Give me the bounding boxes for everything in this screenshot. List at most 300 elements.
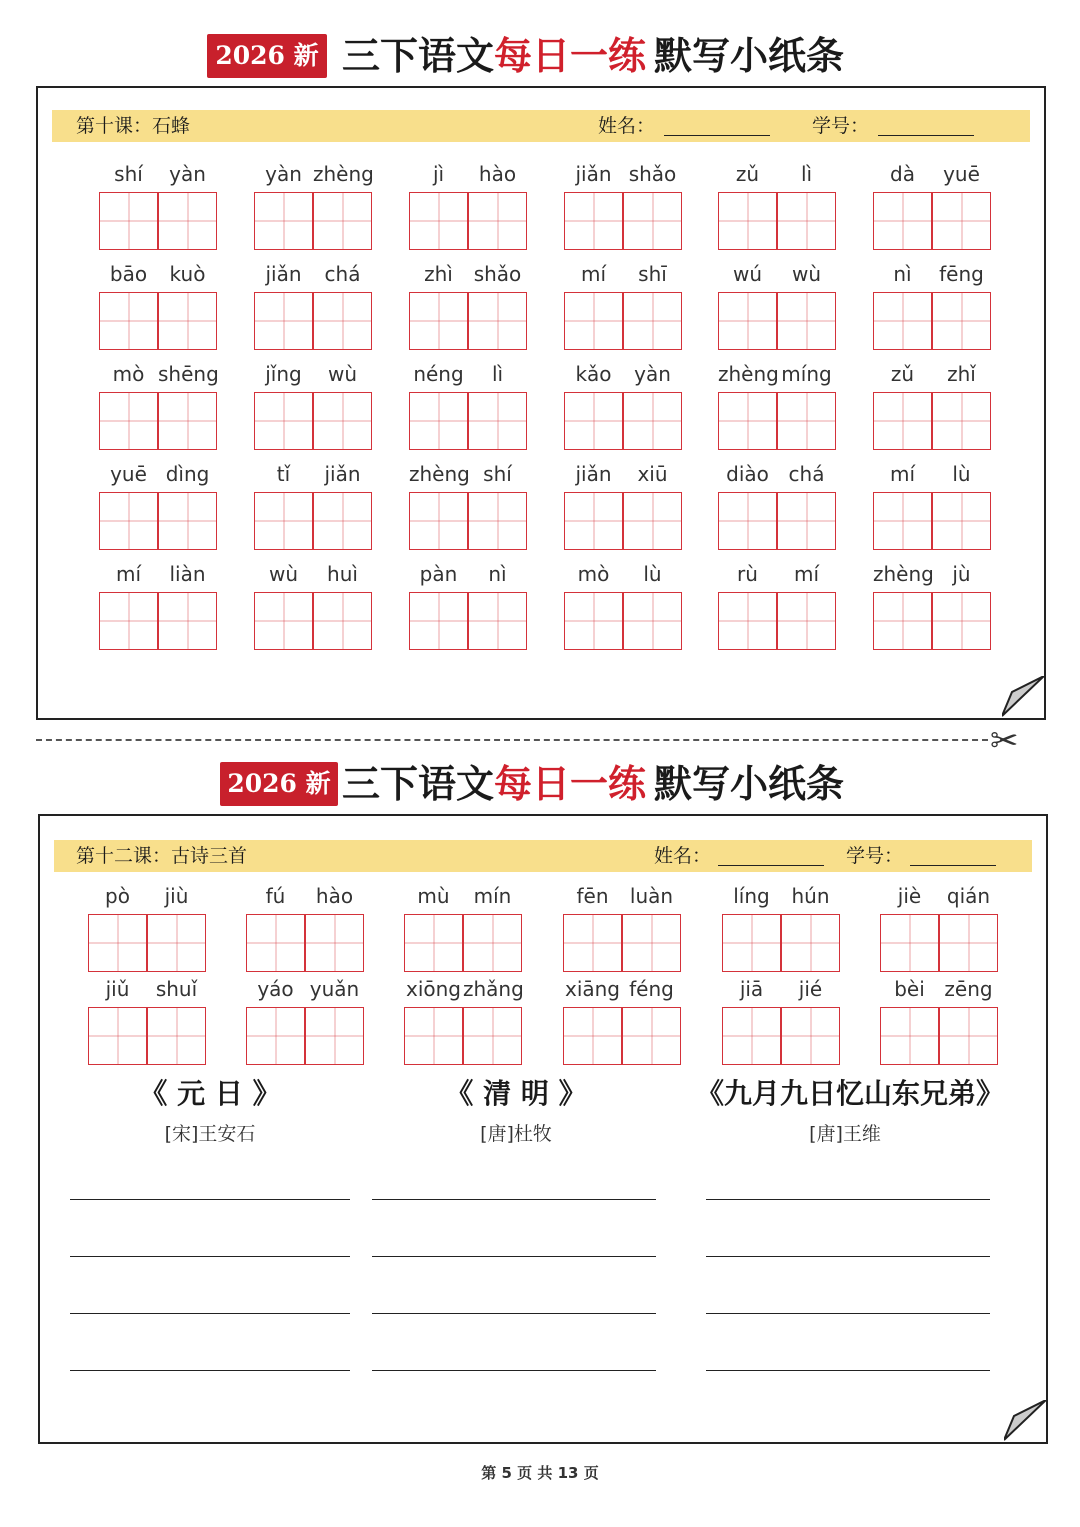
pinyin-pair [88,977,206,1067]
tianzige-boxes [254,392,372,450]
pinyin-pair [718,162,836,252]
pinyin-syllable: mò [112,362,145,386]
poem-title: 《九月九日忆山东兄弟》 [695,1077,1004,1110]
writing-cell[interactable] [254,192,313,250]
pinyin-syllable: pàn [419,562,458,586]
writing-cell[interactable] [99,592,158,650]
writing-cell[interactable] [158,392,217,450]
writing-cell[interactable] [246,914,305,972]
pinyin-syllable: nì [488,562,507,586]
pinyin-syllable: dìng [165,462,210,486]
lesson-title: 第十二课：古诗三首 [76,845,248,867]
writing-line[interactable] [70,1199,350,1200]
tianzige-boxes [722,914,840,972]
writing-cell[interactable] [623,192,682,250]
writing-cell[interactable] [409,392,468,450]
pinyin-syllable: shī [638,262,667,286]
writing-cell[interactable] [932,392,991,450]
tianzige-boxes [409,192,527,250]
writing-cell[interactable] [254,592,313,650]
writing-line[interactable] [70,1256,350,1257]
writing-cell[interactable] [409,292,468,350]
pinyin-pair [409,462,527,552]
writing-cell[interactable] [468,592,527,650]
writing-line[interactable] [70,1370,350,1371]
writing-cell[interactable] [873,292,932,350]
writing-cell[interactable] [313,192,372,250]
writing-cell[interactable] [718,592,777,650]
pinyin-syllable: mù [417,884,450,908]
writing-cell[interactable] [147,1007,206,1065]
scissors-icon: ✂ [990,721,1019,761]
writing-cell[interactable] [939,914,998,972]
pinyin-pair [99,462,217,552]
id-label: 学号： [812,115,870,137]
pinyin-syllable: liàn [169,562,206,586]
sheet1-card [36,86,1046,720]
pinyin-syllable: fēng [939,262,984,286]
writing-cell[interactable] [564,192,623,250]
pinyin-syllable: fú [265,884,286,908]
pinyin-syllable: nì [893,262,912,286]
writing-cell[interactable] [623,492,682,550]
pinyin-syllable: lù [643,562,662,586]
pinyin-pair [99,562,217,652]
pinyin-syllable: zǔ [735,162,760,186]
writing-cell[interactable] [313,392,372,450]
id-field[interactable] [878,135,974,136]
pinyin-pair [246,977,364,1067]
pinyin-pair [718,262,836,352]
pinyin-syllable: xiāng [564,977,621,1001]
writing-cell[interactable] [722,1007,781,1065]
writing-cell[interactable] [313,592,372,650]
writing-cell[interactable] [468,192,527,250]
writing-line[interactable] [706,1370,990,1371]
pinyin-syllable: hún [791,884,830,908]
pinyin-pair [254,562,372,652]
pinyin-syllable: kuò [169,262,206,286]
poem-title: 《 清 明 》 [445,1077,587,1110]
title-part-2: 每日一练 [494,33,647,78]
pinyin-syllable: lì [491,362,504,386]
sheet2-card [38,814,1048,1444]
sheet2-heading [0,756,1080,812]
page-curl-icon [1004,1400,1046,1442]
pinyin-pair [563,977,681,1067]
pinyin-syllable: jì [432,162,445,186]
writing-cell[interactable] [88,914,147,972]
pinyin-pair [88,884,206,974]
writing-cell[interactable] [305,914,364,972]
writing-cell[interactable] [932,592,991,650]
writing-cell[interactable] [939,1007,998,1065]
pinyin-syllable: jiā [739,977,764,1001]
id-field[interactable] [910,865,996,866]
tianzige-boxes [880,914,998,972]
pinyin-syllable: fēn [576,884,609,908]
tianzige-boxes [404,1007,522,1065]
tianzige-boxes [718,292,836,350]
pinyin-pair [99,362,217,452]
pinyin-pair [246,884,364,974]
pinyin-pair [880,977,998,1067]
pinyin-syllable: zhèng [873,562,934,586]
writing-cell[interactable] [932,292,991,350]
info-band [54,840,1032,872]
pinyin-pair [564,462,682,552]
pinyin-syllable: zhì [424,262,453,286]
tianzige-boxes [404,914,522,972]
lesson-title: 第十课：石蜂 [76,115,191,137]
tianzige-boxes [99,292,217,350]
tianzige-boxes [246,914,364,972]
pinyin-pair [404,884,522,974]
pinyin-syllable: wù [268,562,299,586]
pinyin-syllable: tǐ [276,462,291,486]
pinyin-syllable: yuē [110,462,147,486]
writing-cell[interactable] [99,492,158,550]
title-part-3: 默写小纸条 [654,33,845,78]
tianzige-boxes [718,592,836,650]
writing-line[interactable] [706,1199,990,1200]
writing-line[interactable] [372,1370,656,1371]
tianzige-boxes [564,392,682,450]
pinyin-syllable: lù [952,462,971,486]
writing-cell[interactable] [777,392,836,450]
tianzige-boxes [99,492,217,550]
pinyin-pair [880,884,998,974]
writing-cell[interactable] [409,592,468,650]
pinyin-syllable: bāo [109,262,148,286]
writing-cell[interactable] [99,192,158,250]
writing-line[interactable] [372,1313,656,1314]
tianzige-boxes [99,392,217,450]
writing-cell[interactable] [781,914,840,972]
pinyin-pair [99,262,217,352]
pinyin-syllable: mí [793,562,820,586]
pinyin-syllable: yàn [169,162,206,186]
writing-cell[interactable] [623,592,682,650]
cut-line [36,739,988,741]
writing-cell[interactable] [147,914,206,972]
writing-cell[interactable] [777,592,836,650]
tianzige-boxes [880,1007,998,1065]
writing-cell[interactable] [777,292,836,350]
name-label: 姓名： [654,845,712,867]
pinyin-pair [254,162,372,252]
pinyin-syllable: jiè [897,884,922,908]
pinyin-syllable: néng [413,362,464,386]
pinyin-syllable: yàn [634,362,671,386]
writing-cell[interactable] [932,192,991,250]
title-part-1: 三下语文 [342,33,495,78]
writing-line[interactable] [372,1256,656,1257]
tianzige-boxes [246,1007,364,1065]
writing-cell[interactable] [563,914,622,972]
tianzige-boxes [254,292,372,350]
writing-line[interactable] [706,1313,990,1314]
writing-cell[interactable] [873,592,932,650]
pinyin-syllable: chá [788,462,825,486]
pinyin-syllable: shí [483,462,512,486]
id-label: 学号： [846,845,904,867]
writing-cell[interactable] [404,914,463,972]
pinyin-syllable: shí [114,162,143,186]
title-part-1: 三下语文 [342,761,495,806]
writing-cell[interactable] [468,492,527,550]
writing-cell[interactable] [158,192,217,250]
writing-cell[interactable] [254,392,313,450]
writing-cell[interactable] [722,914,781,972]
tianzige-boxes [564,192,682,250]
sheet-title [342,30,844,82]
writing-cell[interactable] [622,1007,681,1065]
writing-cell[interactable] [873,192,932,250]
writing-cell[interactable] [463,914,522,972]
pinyin-syllable: hào [315,884,354,908]
poem-author: [唐]王维 [809,1123,881,1145]
pinyin-syllable: lì [800,162,813,186]
pinyin-syllable: zǔ [890,362,915,386]
writing-cell[interactable] [246,1007,305,1065]
writing-cell[interactable] [99,292,158,350]
tianzige-boxes [564,592,682,650]
pinyin-pair [718,362,836,452]
writing-cell[interactable] [622,914,681,972]
pinyin-pair [254,362,372,452]
pinyin-pair [722,884,840,974]
info-band [52,110,1030,142]
pinyin-pair [873,262,991,352]
writing-cell[interactable] [409,192,468,250]
pinyin-pair [563,884,681,974]
pinyin-syllable: míng [781,362,832,386]
poem-author: [唐]杜牧 [480,1123,552,1145]
pinyin-syllable: mí [115,562,142,586]
pinyin-syllable: kǎo [575,362,612,386]
writing-cell[interactable] [313,492,372,550]
pinyin-syllable: mín [473,884,512,908]
pinyin-syllable: hào [478,162,517,186]
pinyin-pair [254,462,372,552]
tianzige-boxes [254,492,372,550]
pinyin-syllable: yàn [265,162,302,186]
writing-cell[interactable] [564,292,623,350]
name-field[interactable] [718,865,824,866]
pinyin-syllable: yuē [943,162,980,186]
pinyin-syllable: féng [629,977,674,1001]
pinyin-pair [564,162,682,252]
pinyin-pair [409,162,527,252]
tianzige-boxes [564,492,682,550]
pinyin-syllable: mí [889,462,916,486]
poem-author: [宋]王安石 [164,1123,256,1145]
pinyin-syllable: jiǎn [575,162,612,186]
pinyin-pair [718,462,836,552]
writing-cell[interactable] [781,1007,840,1065]
writing-cell[interactable] [305,1007,364,1065]
tianzige-boxes [409,592,527,650]
writing-line[interactable] [372,1199,656,1200]
tianzige-boxes [88,914,206,972]
pinyin-syllable: jiù [164,884,189,908]
writing-cell[interactable] [468,392,527,450]
pinyin-syllable: jiǎn [265,262,302,286]
writing-cell[interactable] [468,292,527,350]
writing-line[interactable] [70,1313,350,1314]
writing-cell[interactable] [563,1007,622,1065]
writing-cell[interactable] [777,192,836,250]
tianzige-boxes [409,492,527,550]
tianzige-boxes [409,292,527,350]
tianzige-boxes [722,1007,840,1065]
pinyin-syllable: shǎo [628,162,677,186]
sheet1-heading [0,28,1080,84]
tianzige-boxes [88,1007,206,1065]
writing-cell[interactable] [404,1007,463,1065]
tianzige-boxes [563,914,681,972]
pinyin-syllable: luàn [629,884,674,908]
pinyin-syllable: jù [952,562,971,586]
pinyin-pair [722,977,840,1067]
writing-cell[interactable] [88,1007,147,1065]
writing-cell[interactable] [873,392,932,450]
pinyin-pair [564,262,682,352]
writing-cell[interactable] [463,1007,522,1065]
tianzige-boxes [873,492,991,550]
edition-badge: 2026 新 [207,34,327,78]
pinyin-syllable: xiū [637,462,668,486]
pinyin-pair [873,162,991,252]
writing-cell[interactable] [718,392,777,450]
pinyin-syllable: qián [946,884,991,908]
tianzige-boxes [563,1007,681,1065]
pinyin-syllable: zhèng [718,362,779,386]
writing-cell[interactable] [623,392,682,450]
writing-cell[interactable] [313,292,372,350]
pinyin-syllable: jiǎn [575,462,612,486]
pinyin-syllable: chá [324,262,361,286]
tianzige-boxes [564,292,682,350]
pinyin-syllable: wù [327,362,358,386]
tianzige-boxes [254,592,372,650]
tianzige-boxes [718,392,836,450]
pinyin-pair [564,562,682,652]
tianzige-boxes [873,592,991,650]
pinyin-pair [409,562,527,652]
pinyin-syllable: shēng [158,362,219,386]
page-footer: 第 5 页 共 13 页 [481,1464,599,1482]
pinyin-syllable: jǐng [265,362,302,386]
pinyin-pair [409,262,527,352]
page-curl-icon [1002,676,1044,718]
title-part-2: 每日一练 [494,761,647,806]
writing-cell[interactable] [880,1007,939,1065]
pinyin-syllable: mí [580,262,607,286]
pinyin-pair [718,562,836,652]
pinyin-pair [404,977,522,1067]
pinyin-syllable: zhǎng [463,977,524,1001]
tianzige-boxes [718,192,836,250]
tianzige-boxes [254,192,372,250]
tianzige-boxes [99,192,217,250]
writing-cell[interactable] [932,492,991,550]
tianzige-boxes [99,592,217,650]
pinyin-syllable: zhèng [313,162,374,186]
pinyin-pair [409,362,527,452]
tianzige-boxes [873,392,991,450]
pinyin-syllable: bèi [894,977,925,1001]
pinyin-syllable: jiǎn [324,462,361,486]
writing-line[interactable] [706,1256,990,1257]
pinyin-syllable: rù [737,562,758,586]
tianzige-boxes [409,392,527,450]
pinyin-syllable: pò [105,884,130,908]
pinyin-pair [254,262,372,352]
pinyin-pair [873,362,991,452]
pinyin-syllable: yáo [257,977,294,1001]
pinyin-pair [564,362,682,452]
writing-cell[interactable] [158,592,217,650]
pinyin-syllable: wú [732,262,763,286]
pinyin-syllable: yuǎn [309,977,360,1001]
pinyin-syllable: shǎo [473,262,522,286]
title-part-3: 默写小纸条 [654,761,845,806]
pinyin-syllable: zhèng [409,462,470,486]
pinyin-syllable: líng [733,884,770,908]
writing-cell[interactable] [623,292,682,350]
writing-cell[interactable] [718,292,777,350]
writing-cell[interactable] [777,492,836,550]
name-field[interactable] [664,135,770,136]
pinyin-pair [99,162,217,252]
edition-badge: 2026 新 [220,762,338,806]
writing-cell[interactable] [718,492,777,550]
writing-cell[interactable] [99,392,158,450]
name-label: 姓名： [598,115,656,137]
writing-cell[interactable] [564,492,623,550]
tianzige-boxes [873,292,991,350]
pinyin-syllable: wù [791,262,822,286]
tianzige-boxes [718,492,836,550]
writing-cell[interactable] [564,392,623,450]
pinyin-syllable: mò [577,562,610,586]
pinyin-syllable: xiōng [406,977,461,1001]
writing-cell[interactable] [718,192,777,250]
pinyin-syllable: shuǐ [155,977,198,1001]
writing-cell[interactable] [254,292,313,350]
writing-cell[interactable] [254,492,313,550]
pinyin-syllable: jié [798,977,823,1001]
pinyin-syllable: jiǔ [105,977,130,1001]
writing-cell[interactable] [409,492,468,550]
pinyin-syllable: dà [890,162,915,186]
pinyin-pair [873,562,991,652]
pinyin-syllable: diào [726,462,769,486]
writing-cell[interactable] [880,914,939,972]
tianzige-boxes [873,192,991,250]
poem-title: 《 元 日 》 [139,1077,281,1110]
writing-cell[interactable] [158,492,217,550]
pinyin-syllable: huì [327,562,358,586]
writing-cell[interactable] [564,592,623,650]
writing-cell[interactable] [873,492,932,550]
pinyin-pair [873,462,991,552]
pinyin-syllable: zhǐ [947,362,976,386]
writing-cell[interactable] [158,292,217,350]
sheet-title [342,758,844,810]
